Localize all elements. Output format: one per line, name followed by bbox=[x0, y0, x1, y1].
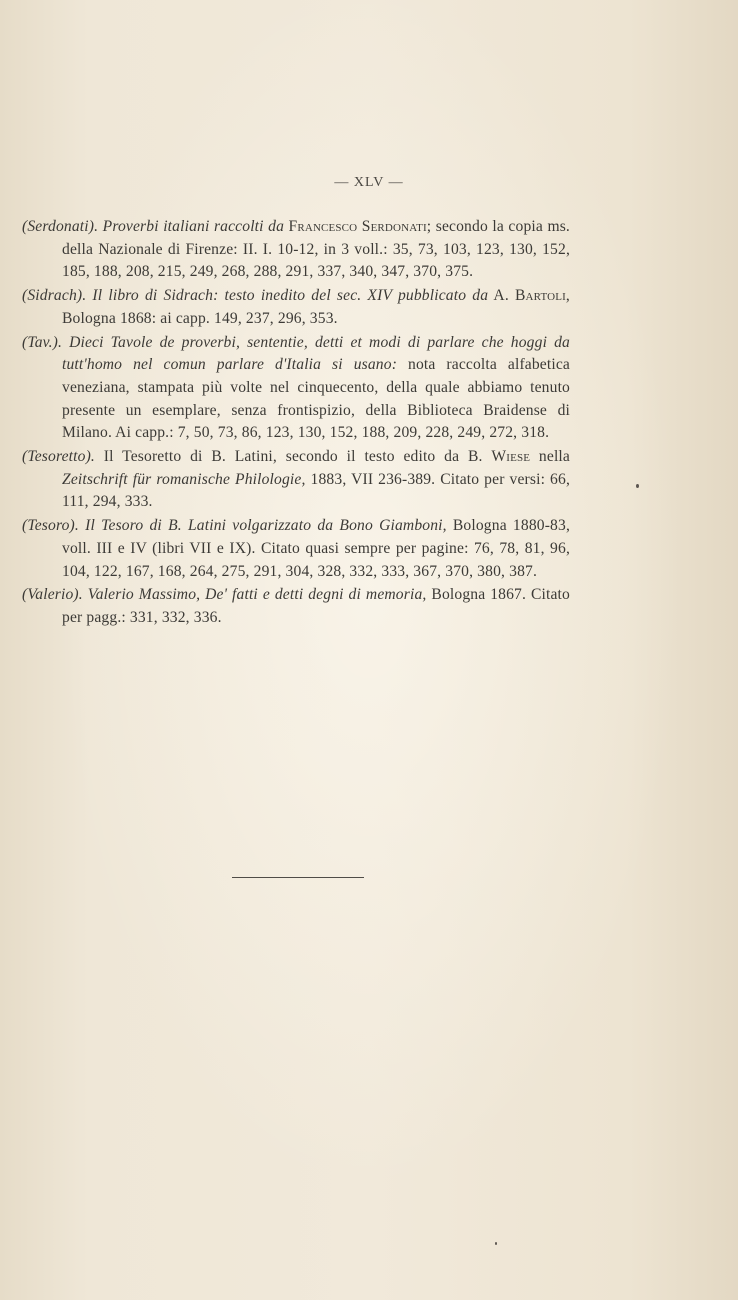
entry-details: , Bologna 1868: ai capp. 149, 237, 296, 353. bbox=[62, 287, 570, 327]
entry-author: Francesco Serdonati bbox=[288, 218, 427, 235]
entry-connector: nella bbox=[538, 448, 570, 466]
bibliography-entry-sidrach bbox=[22, 285, 570, 330]
paper-speck bbox=[636, 484, 639, 488]
entry-abbreviation: (Tav.). bbox=[22, 333, 63, 351]
entry-author: Wiese bbox=[491, 448, 531, 466]
entry-title: Dieci Tavole de proverbi, sententie, detti et modi di parlare che hoggi da tutt'homo nel comun parlare d'Italia si usano: bbox=[62, 333, 570, 374]
entry-abbreviation: (Tesoretto). bbox=[22, 448, 95, 466]
entry-title: Il libro di Sidrach: testo inedito del sec. XIV pubblicato da bbox=[92, 287, 489, 305]
entry-author: Bartoli bbox=[515, 287, 566, 305]
entry-title: Valerio Massimo, De' fatti e detti degni di memoria, bbox=[87, 586, 427, 604]
entry-journal: Zeitschrift für romanische Philologie, bbox=[62, 470, 306, 488]
entry-details: Bologna 1867. Citato per pagg.: 331, 332, 336. bbox=[62, 586, 570, 626]
bibliography-entry-tav bbox=[22, 332, 570, 446]
page-number-header: — XLV — bbox=[334, 175, 404, 190]
entry-details: ; secondo la copia ms. della Nazionale di Firenze: II. I. 10-12, in 3 voll.: 35, 73, 103, 123, 130, 152, 185, 188, 208, 215, 249, 268, 288, 291, 337, 340, 347, 370, 375. bbox=[62, 218, 570, 281]
bibliography-entry-tesoretto bbox=[22, 446, 570, 514]
section-divider-rule bbox=[232, 877, 364, 878]
entry-title: Il Tesoro di B. Latini volgarizzato da Bono Giamboni, bbox=[85, 517, 447, 535]
entry-author-initial: A. bbox=[493, 287, 509, 305]
entry-abbreviation: (Serdonati). bbox=[22, 218, 99, 235]
entry-title: Il Tesoretto di B. Latini, secondo il testo edito da B. bbox=[103, 448, 483, 466]
entry-abbreviation: (Valerio). bbox=[22, 586, 83, 604]
entry-details: nota raccolta alfabetica veneziana, stampata più volte nel cinquecento, della quale abbiamo tenuto presente un esemplare, senza frontispizio, della Biblioteca Braidense di Milano. Ai capp.: 7, 50, 73, 86, 123, 130, 152, 188, 209, 228, 249, 272, 318. bbox=[62, 356, 570, 442]
bibliography-entry-tesoro bbox=[22, 515, 570, 583]
entry-title: Proverbi italiani raccolti da bbox=[102, 218, 285, 235]
entry-details: 1883, VII 236-389. Citato per versi: 66, 111, 294, 333. bbox=[62, 470, 570, 511]
bibliography-list bbox=[22, 216, 570, 630]
entry-abbreviation: (Tesoro). bbox=[22, 517, 79, 535]
entry-abbreviation: (Sidrach). bbox=[22, 287, 87, 305]
bibliography-entry-serdonati bbox=[22, 216, 570, 284]
paper-speck bbox=[495, 1242, 497, 1245]
bibliography-entry-valerio bbox=[22, 584, 570, 629]
entry-details: Bologna 1880-83, voll. III e IV (libri VII e IX). Citato quasi sempre per pagine: 76, 78, 81, 96, 104, 122, 167, 168, 264, 275, 291, 304, 328, 332, 333, 367, 370, 380, 387. bbox=[62, 517, 570, 580]
